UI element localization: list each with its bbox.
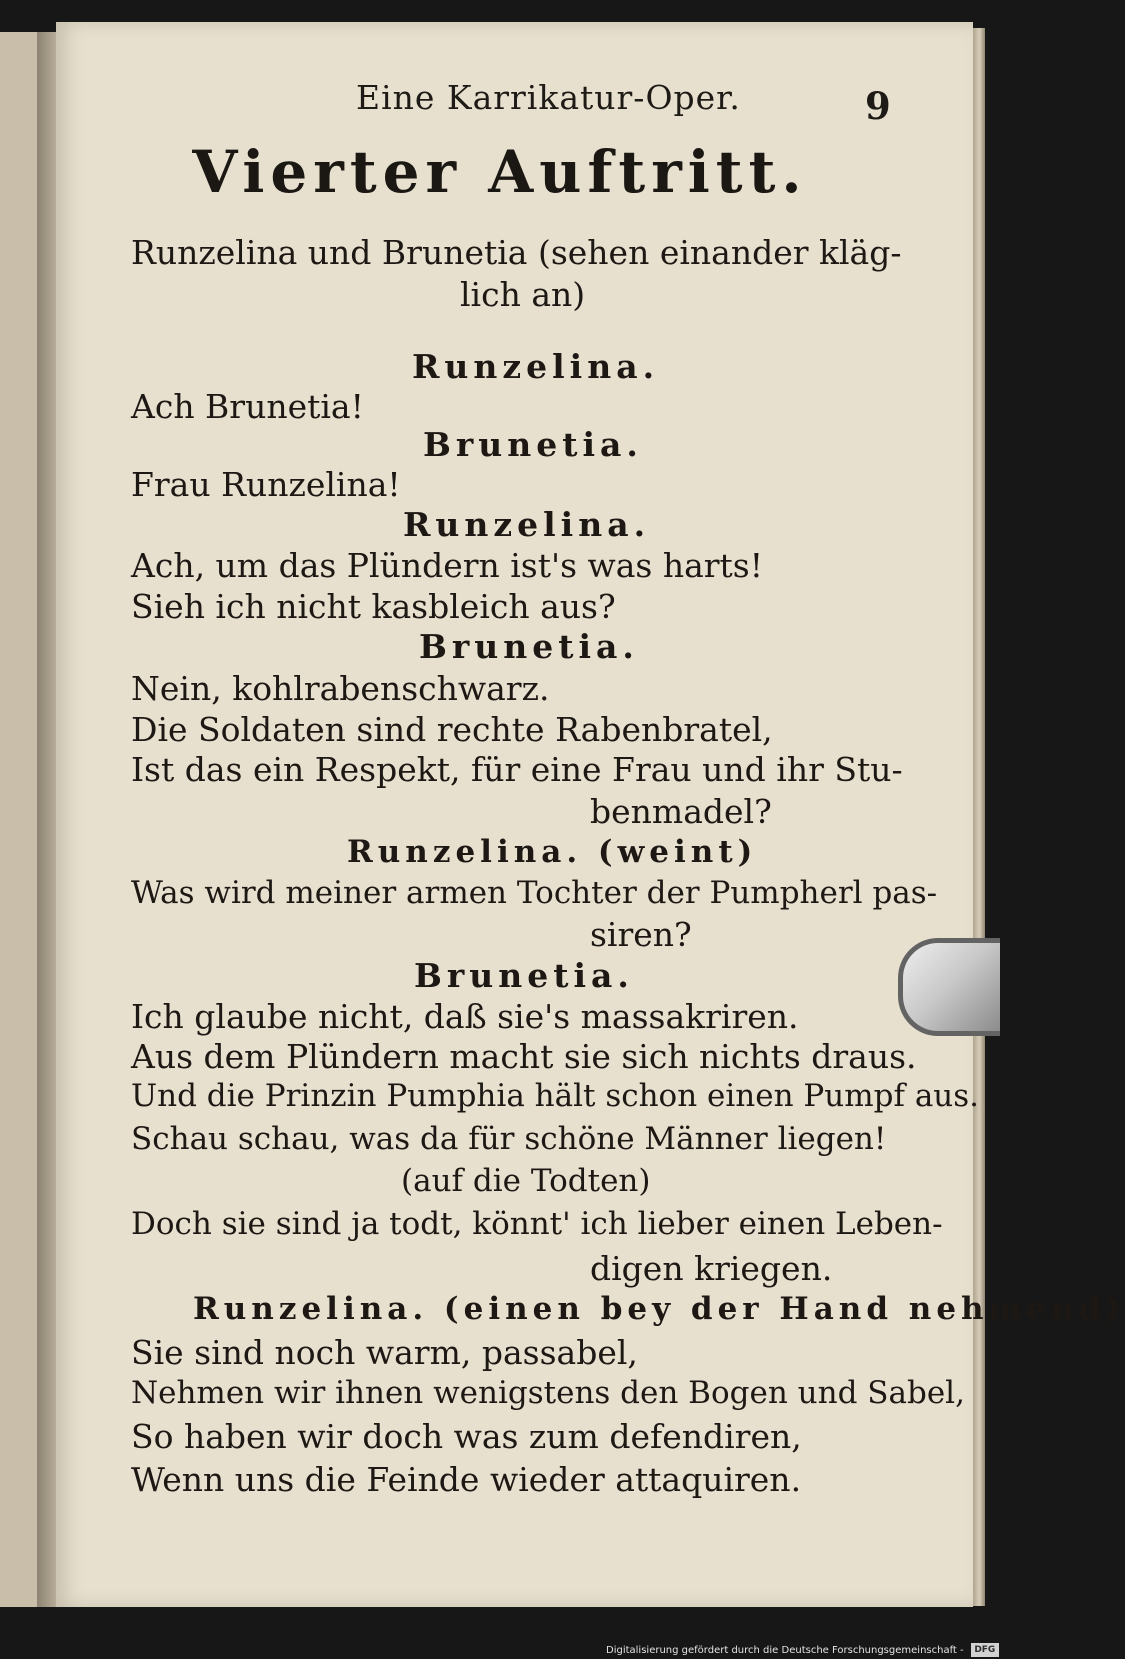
dialogue-line: Wenn uns die Feinde wieder attaquiren.: [131, 1460, 802, 1499]
dialogue-line: Nehmen wir ihnen wenigstens den Bogen und Sabel,: [131, 1375, 965, 1411]
dialogue-line: digen kriegen.: [590, 1249, 833, 1288]
speaker-name: Brunetia.: [423, 425, 643, 464]
dialogue-line: So haben wir doch was zum defendiren,: [131, 1417, 802, 1456]
dialogue-line: Aus dem Plündern macht sie sich nichts draus.: [131, 1037, 917, 1076]
dialogue-line: Ach, um das Plündern ist's was harts!: [131, 546, 763, 585]
speaker-name: Brunetia.: [414, 956, 634, 995]
book-spine-shadow: [37, 32, 57, 1607]
page-tab: [898, 938, 1000, 1036]
dialogue-line: Schau schau, was da für schöne Männer liegen!: [131, 1121, 887, 1157]
page-number: 9: [865, 84, 891, 128]
stage-direction-line: (auf die Todten): [401, 1163, 651, 1199]
dialogue-line: Doch sie sind ja todt, könnt' ich lieber einen Leben-: [131, 1206, 943, 1242]
dialogue-line: benmadel?: [590, 792, 772, 831]
dialogue-line: Ist das ein Respekt, für eine Frau und ihr Stu-: [131, 750, 903, 789]
dialogue-line: Und die Prinzin Pumphia hält schon einen Pumpf aus.: [131, 1078, 980, 1114]
speaker-name: Runzelina.: [403, 505, 651, 544]
speaker-name-with-direction: Runzelina. (einen bey der Hand nehmend): [193, 1291, 1125, 1327]
running-header: Eine Karrikatur-Oper.: [356, 78, 741, 117]
scene-title: Vierter Auftritt.: [192, 138, 808, 206]
credit-text: Digitalisierung gefördert durch die Deutsche Forschungsgemeinschaft -: [606, 1645, 964, 1656]
dialogue-line: Was wird meiner armen Tochter der Pumpherl pas-: [131, 875, 938, 911]
dialogue-line: Ich glaube nicht, daß sie's massakriren.: [131, 997, 799, 1036]
speaker-name: Runzelina. (weint): [347, 834, 758, 870]
speaker-name: Runzelina.: [412, 347, 660, 386]
digitization-credit: [606, 1643, 996, 1659]
dialogue-line: Ach Brunetia!: [131, 387, 364, 426]
dfg-logo: DFG: [971, 1643, 999, 1657]
page-stack-edge: [973, 28, 985, 1606]
speaker-name: Brunetia.: [419, 627, 639, 666]
dialogue-line: siren?: [590, 915, 692, 954]
dialogue-line: Sieh ich nicht kasbleich aus?: [131, 587, 616, 626]
dialogue-line: Sie sind noch warm, passabel,: [131, 1333, 638, 1372]
stage-direction-line: lich an): [460, 275, 586, 314]
dialogue-line: Die Soldaten sind rechte Rabenbratel,: [131, 710, 773, 749]
dialogue-line: Frau Runzelina!: [131, 465, 401, 504]
dialogue-line: Nein, kohlrabenschwarz.: [131, 669, 550, 708]
stage-direction-line: Runzelina und Brunetia (sehen einander kläg-: [131, 233, 902, 272]
